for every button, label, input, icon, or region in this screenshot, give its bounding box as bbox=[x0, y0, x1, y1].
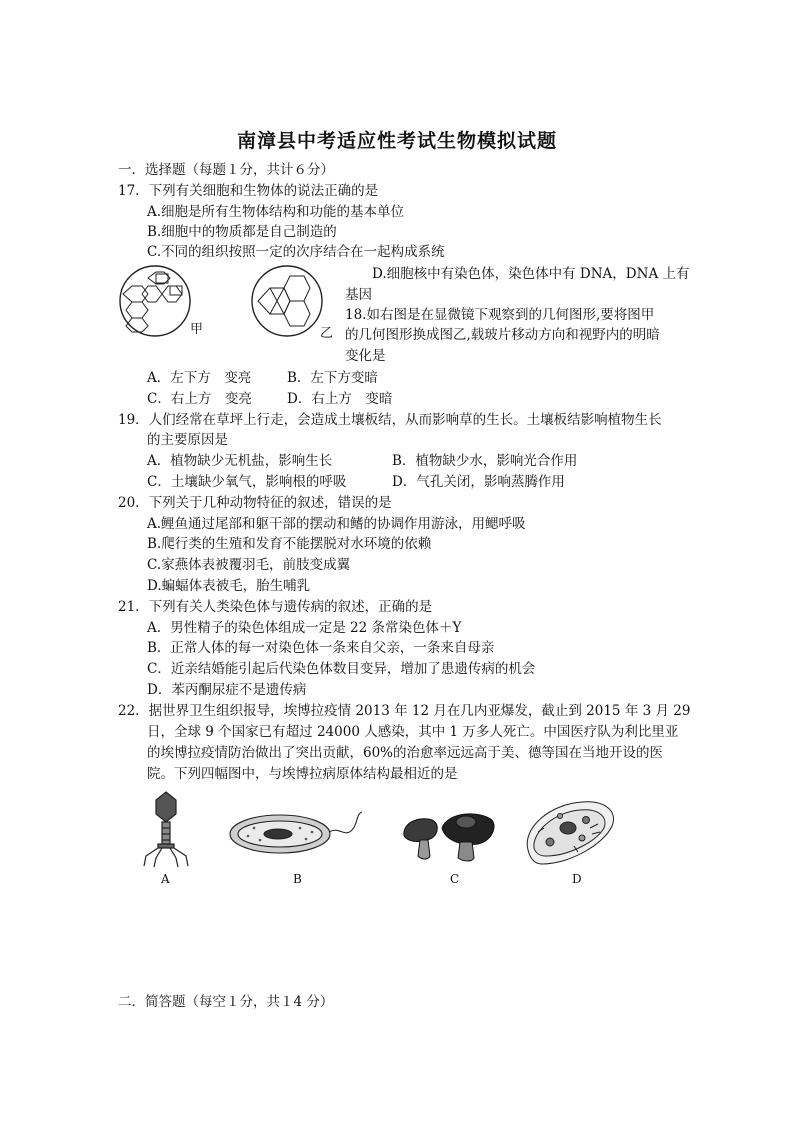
q21-option-d: D．苯丙酮尿症不是遗传病 bbox=[147, 682, 307, 698]
q19-option-c: C．土壤缺少氧气，影响根的呼吸 bbox=[147, 474, 347, 490]
figure-label-a: A bbox=[161, 872, 170, 886]
q17-option-b: B.细胞中的物质都是自己制造的 bbox=[147, 224, 337, 240]
q18-option-a: A．左下方 变亮 bbox=[147, 370, 252, 386]
figure-label-c: C bbox=[450, 872, 460, 886]
q17-option-d-line1: D.细胞核中有染色体，染色体中有 DNA，DNA 上有 bbox=[372, 266, 690, 282]
figure-label-d: D bbox=[572, 872, 582, 886]
q18-option-b: B．左下方变暗 bbox=[287, 370, 378, 386]
microscope-view-yi-figure bbox=[250, 264, 324, 338]
q18-stem-line1: 18.如右图是在显微镜下观察到的几何图形,要将图甲 bbox=[345, 307, 655, 323]
bacteriophage-figure bbox=[140, 790, 192, 868]
q17-option-d-line2: 基因 bbox=[345, 287, 372, 303]
section-1-heading: 一．选择题（每题１分，共计６分） bbox=[118, 162, 334, 178]
q17-stem: 17．下列有关细胞和生物体的说法正确的是 bbox=[118, 183, 379, 199]
bacterium-figure bbox=[228, 808, 364, 858]
page-title: 南漳县中考适应性考试生物模拟试题 bbox=[236, 130, 557, 152]
q18-option-c: C．右上方 变亮 bbox=[147, 391, 252, 407]
q17-option-c: C.不同的组织按照一定的次序结合在一起构成系统 bbox=[147, 244, 445, 260]
q18-stem-line3: 变化是 bbox=[345, 348, 386, 364]
q22-stem-line2: 日，全球 9 个国家已有超过 24000 人感染，其中 1 万多人死亡。中国医疗队为利比里亚 bbox=[147, 724, 679, 740]
q21-option-c: C．近亲结婚能引起后代染色体数目变异，增加了患遗传病的机会 bbox=[147, 661, 536, 677]
q18-option-d: D．右上方 变暗 bbox=[287, 391, 393, 407]
figure-label-jia: 甲 bbox=[190, 322, 204, 337]
q21-stem: 21．下列有关人类染色体与遗传病的叙述，正确的是 bbox=[118, 599, 433, 615]
q22-stem-line1: 22．据世界卫生组织报导，埃博拉疫情 2013 年 12 月在几内亚爆发，截止到 2015 年 3 月 29 bbox=[118, 703, 691, 719]
q19-option-d: D．气孔关闭，影响蒸腾作用 bbox=[392, 474, 565, 490]
q20-option-c: C.家燕体表被覆羽毛，前肢变成翼 bbox=[147, 557, 351, 573]
q19-option-a: A．植物缺少无机盐，影响生长 bbox=[147, 453, 333, 469]
q21-option-b: B．正常人体的每一对染色体一条来自父亲，一条来自母亲 bbox=[147, 640, 495, 656]
q20-option-a: A.鲤鱼通过尾部和躯干部的摆动和鳍的协调作用游泳，用鳃呼吸 bbox=[147, 516, 526, 532]
q22-stem-line3: 的埃博拉疫情防治做出了突出贡献，60%的治愈率远远高于美、德等国在当地开设的医 bbox=[147, 745, 664, 761]
microscope-view-jia-figure bbox=[118, 264, 192, 338]
q19-stem-line1: 19．人们经常在草坪上行走，会造成土壤板结，从而影响草的生长。土壤板结影响植物生长 bbox=[118, 412, 662, 428]
q22-stem-line4: 院。下列四幅图中，与埃博拉病原体结构最相近的是 bbox=[147, 766, 458, 782]
q19-stem-line2: 的主要原因是 bbox=[147, 432, 228, 448]
q20-option-b: B.爬行类的生殖和发育不能摆脱对水环境的依赖 bbox=[147, 536, 432, 552]
q20-stem: 20．下列关于几种动物特征的叙述，错误的是 bbox=[118, 495, 392, 511]
mushroom-figure bbox=[398, 806, 498, 864]
q20-option-d: D.蝙蝠体表被毛，胎生哺乳 bbox=[147, 578, 311, 594]
protozoan-figure bbox=[520, 798, 618, 868]
q18-stem-line2: 的几何图形换成图乙,载玻片移动方向和视野内的明暗 bbox=[345, 327, 660, 343]
figure-label-b: B bbox=[293, 872, 302, 886]
section-2-heading: 二．简答题（每空１分，共１4 分） bbox=[118, 994, 334, 1010]
q21-option-a: A．男性精子的染色体组成一定是 22 条常染色体＋Y bbox=[147, 620, 462, 636]
q17-option-a: A.细胞是所有生物体结构和功能的基本单位 bbox=[147, 204, 405, 220]
figure-label-yi: 乙 bbox=[320, 326, 334, 341]
q19-option-b: B．植物缺少水，影响光合作用 bbox=[392, 453, 578, 469]
